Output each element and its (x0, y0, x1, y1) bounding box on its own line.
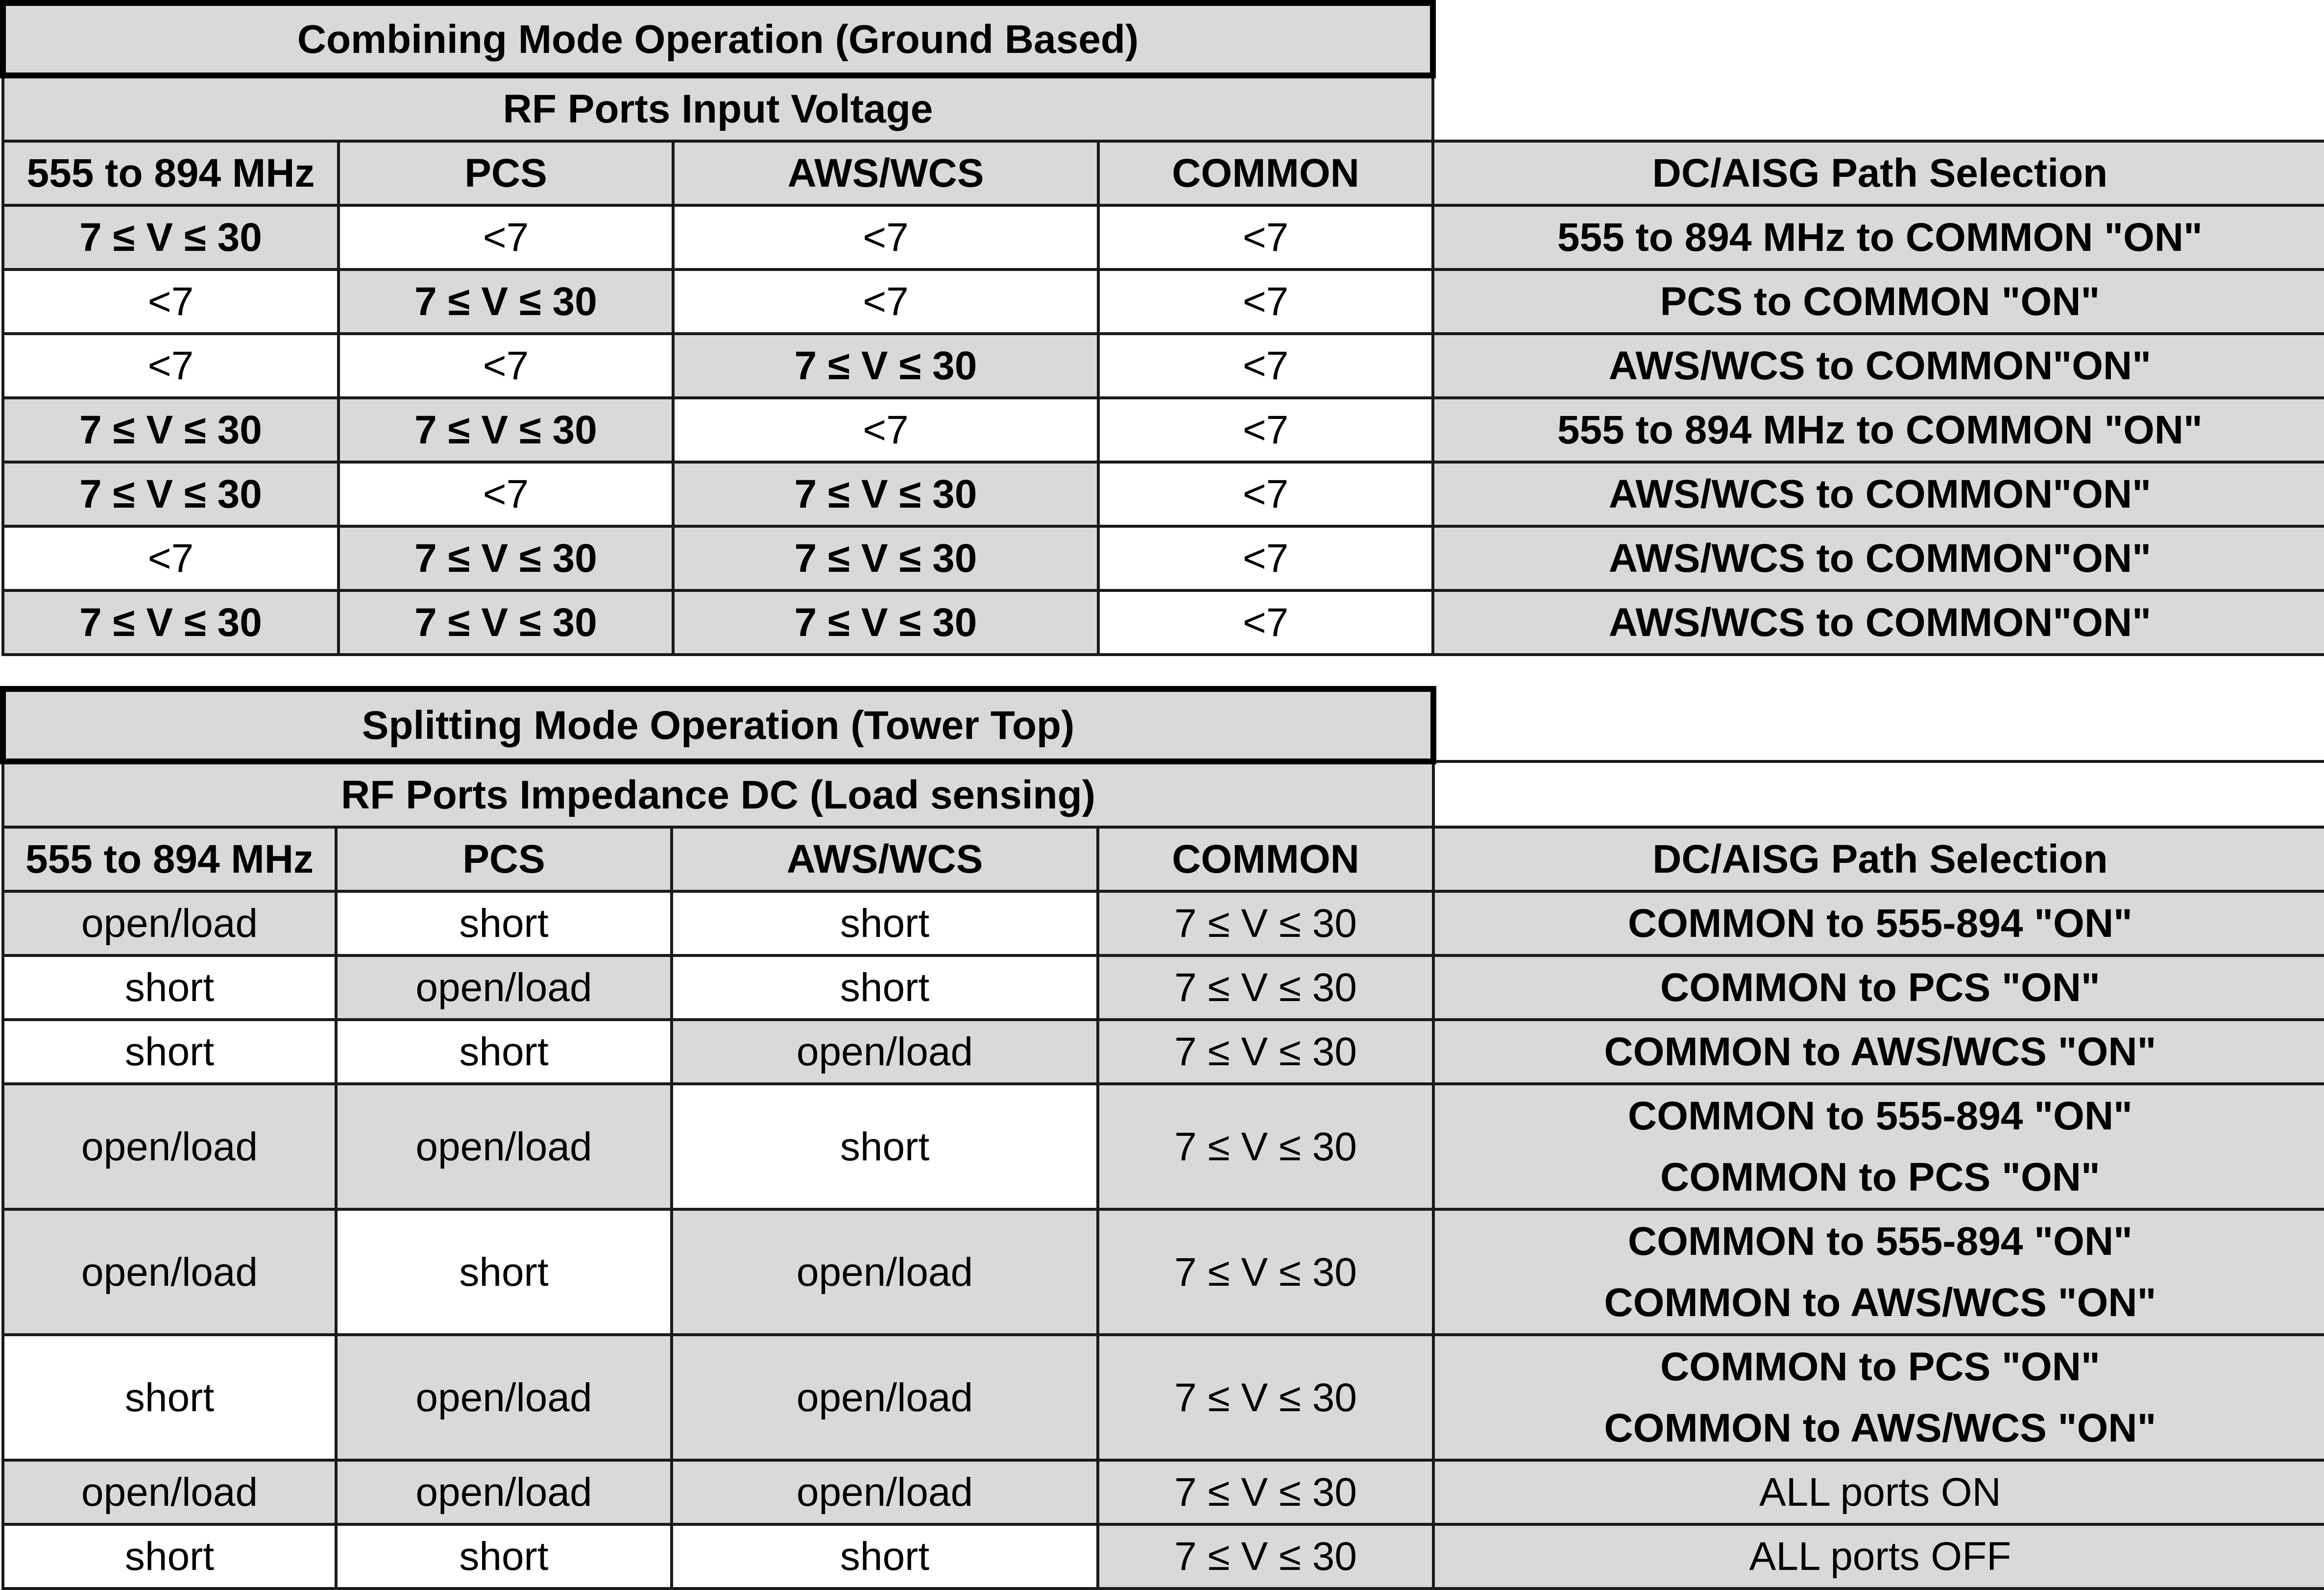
splitting-header-pcs: PCS (336, 827, 672, 891)
path-selection-cell: AWS/WCS to COMMON"ON" (1433, 334, 2324, 398)
table-cell: <7 (673, 398, 1098, 462)
table-cell: 7 ≤ V ≤ 30 (1098, 1335, 1433, 1460)
combining-header-common: COMMON (1098, 141, 1433, 205)
path-selection-cell: PCS to COMMON "ON" (1433, 269, 2324, 334)
path-selection-cell: ALL ports OFF (1433, 1524, 2324, 1589)
table-cell: open/load (3, 1084, 336, 1209)
path-selection-line: COMMON to AWS/WCS "ON" (1604, 1280, 2156, 1325)
table-cell: open/load (3, 1209, 336, 1335)
table-cell: 7 ≤ V ≤ 30 (673, 590, 1098, 655)
splitting-header-aws-wcs: AWS/WCS (672, 827, 1098, 891)
table-row (3, 590, 2324, 655)
table-cell: 7 ≤ V ≤ 30 (1098, 955, 1433, 1020)
table-cell: 7 ≤ V ≤ 30 (3, 462, 339, 526)
table-row (3, 891, 2324, 955)
table-cell: short (672, 891, 1098, 955)
table-cell: 7 ≤ V ≤ 30 (3, 398, 339, 462)
table-cell: short (336, 891, 672, 955)
path-selection-line: COMMON to 555-894 "ON" (1628, 1094, 2133, 1138)
path-selection-cell: AWS/WCS to COMMON"ON" (1433, 526, 2324, 590)
path-selection-cell: COMMON to PCS "ON" (1433, 955, 2324, 1020)
table-cell: short (3, 955, 336, 1020)
table-cell: 7 ≤ V ≤ 30 (1098, 1460, 1433, 1524)
path-selection-cell (1433, 1209, 2324, 1335)
combining-header-selection: DC/AISG Path Selection (1433, 141, 2324, 205)
splitting-header-selection: DC/AISG Path Selection (1433, 827, 2324, 891)
table-cell: open/load (336, 1084, 672, 1209)
path-selection-line: COMMON to PCS "ON" (1660, 1345, 2100, 1389)
table-cell: 7 ≤ V ≤ 30 (673, 526, 1098, 590)
table-cell: <7 (3, 526, 339, 590)
table-row (3, 526, 2324, 590)
table-cell: open/load (672, 1335, 1098, 1460)
table-row (3, 205, 2324, 269)
splitting-mode-table (0, 686, 2324, 1590)
table-cell: open/load (336, 955, 672, 1020)
table-cell: 7 ≤ V ≤ 30 (1098, 1209, 1433, 1335)
table-cell: <7 (3, 269, 339, 334)
table-cell: <7 (3, 334, 339, 398)
table-cell: short (336, 1209, 672, 1335)
path-selection-cell: ALL ports ON (1433, 1460, 2324, 1524)
table-cell: 7 ≤ V ≤ 30 (673, 462, 1098, 526)
empty-header-cell (1433, 761, 2324, 827)
path-selection-cell: AWS/WCS to COMMON"ON" (1433, 590, 2324, 655)
path-selection-cell: AWS/WCS to COMMON"ON" (1433, 462, 2324, 526)
combining-header-555-894: 555 to 894 MHz (3, 141, 339, 205)
table-cell: short (672, 955, 1098, 1020)
path-selection-cell (1433, 1335, 2324, 1460)
splitting-header-common: COMMON (1098, 827, 1433, 891)
path-selection-cell: COMMON to 555-894 "ON" (1433, 891, 2324, 955)
table-cell: open/load (672, 1020, 1098, 1084)
table-cell: 7 ≤ V ≤ 30 (339, 526, 673, 590)
path-selection-cell: 555 to 894 MHz to COMMON "ON" (1433, 205, 2324, 269)
table-cell: <7 (673, 269, 1098, 334)
splitting-header-555-894: 555 to 894 MHz (3, 827, 336, 891)
table-cell: short (3, 1335, 336, 1460)
table-cell: open/load (336, 1460, 672, 1524)
table-cell: short (3, 1524, 336, 1589)
path-selection-cell: 555 to 894 MHz to COMMON "ON" (1433, 398, 2324, 462)
table-row (3, 398, 2324, 462)
combining-header-pcs: PCS (339, 141, 673, 205)
table-row (3, 955, 2324, 1020)
table-cell: short (672, 1084, 1098, 1209)
table-cell: <7 (1098, 526, 1433, 590)
table-cell: 7 ≤ V ≤ 30 (1098, 1084, 1433, 1209)
table-cell: 7 ≤ V ≤ 30 (1098, 891, 1433, 955)
table-cell: short (3, 1020, 336, 1084)
splitting-mode-title: Splitting Mode Operation (Tower Top) (3, 689, 1433, 761)
table-cell: 7 ≤ V ≤ 30 (3, 590, 339, 655)
path-selection-line: COMMON to AWS/WCS "ON" (1604, 1406, 2156, 1450)
table-row (3, 1524, 2324, 1589)
path-selection-line: COMMON to 555-894 "ON" (1628, 1219, 2133, 1264)
combining-subheader: RF Ports Input Voltage (3, 75, 1433, 141)
path-selection-line: COMMON to PCS "ON" (1660, 1155, 2100, 1199)
table-row (3, 1335, 2324, 1460)
table-cell: open/load (3, 891, 336, 955)
table-cell: 7 ≤ V ≤ 30 (1098, 1524, 1433, 1589)
table-row (3, 1084, 2324, 1209)
table-cell: open/load (672, 1460, 1098, 1524)
table-row (3, 1209, 2324, 1335)
combining-header-aws-wcs: AWS/WCS (673, 141, 1098, 205)
table-cell: <7 (1098, 590, 1433, 655)
combining-mode-table (0, 0, 2324, 656)
path-selection-cell: COMMON to AWS/WCS "ON" (1433, 1020, 2324, 1084)
table-row (3, 1020, 2324, 1084)
table-cell: 7 ≤ V ≤ 30 (3, 205, 339, 269)
splitting-subheader: RF Ports Impedance DC (Load sensing) (3, 761, 1433, 827)
table-cell: 7 ≤ V ≤ 30 (339, 398, 673, 462)
table-row (3, 462, 2324, 526)
table-cell: open/load (672, 1209, 1098, 1335)
table-cell: <7 (339, 334, 673, 398)
table-cell: <7 (1098, 462, 1433, 526)
table-cell: open/load (3, 1460, 336, 1524)
table-cell: open/load (336, 1335, 672, 1460)
table-row (3, 334, 2324, 398)
table-cell: <7 (673, 205, 1098, 269)
table-cell: 7 ≤ V ≤ 30 (339, 590, 673, 655)
table-cell: <7 (1098, 398, 1433, 462)
table-cell: <7 (339, 205, 673, 269)
table-cell: short (336, 1020, 672, 1084)
table-cell: short (672, 1524, 1098, 1589)
table-cell: <7 (1098, 205, 1433, 269)
table-cell: <7 (1098, 334, 1433, 398)
table-cell: short (336, 1524, 672, 1589)
combining-mode-title: Combining Mode Operation (Ground Based) (3, 3, 1433, 75)
table-row (3, 269, 2324, 334)
table-cell: 7 ≤ V ≤ 30 (673, 334, 1098, 398)
table-cell: 7 ≤ V ≤ 30 (339, 269, 673, 334)
table-row (3, 1460, 2324, 1524)
table-cell: <7 (1098, 269, 1433, 334)
table-cell: <7 (339, 462, 673, 526)
table-cell: 7 ≤ V ≤ 30 (1098, 1020, 1433, 1084)
path-selection-cell (1433, 1084, 2324, 1209)
